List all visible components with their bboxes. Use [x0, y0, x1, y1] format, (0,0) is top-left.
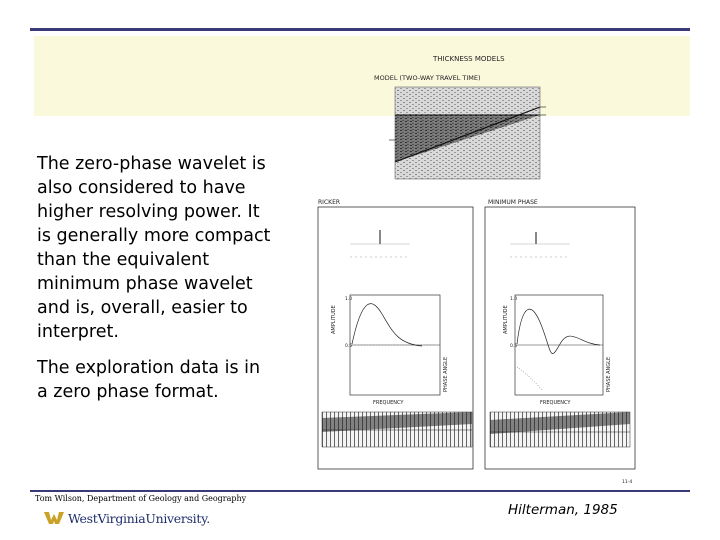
- flying-wv-icon: [44, 511, 64, 525]
- minimum-phase-phase-label: PHASE ANGLE: [606, 356, 612, 392]
- ricker-label: RICKER: [318, 199, 341, 206]
- paragraph-exploration: The exploration data is in a zero phase format.: [37, 358, 261, 402]
- wvu-logo-text: WestVirginiaUniversity.: [68, 510, 210, 526]
- figure-title: THICKNESS MODELS: [433, 55, 505, 63]
- bottom-rule: [30, 490, 690, 492]
- minimum-phase-frequency-label: FREQUENCY: [540, 400, 571, 406]
- minimum-phase-label: MINIMUM PHASE: [488, 199, 538, 206]
- figure-page-number: 11-4: [622, 480, 633, 485]
- ricker-amplitude-label: AMPLITUDE: [331, 305, 337, 334]
- ricker-phase-label: PHASE ANGLE: [443, 356, 449, 392]
- minimum-phase-axis-mid: 0.5: [510, 344, 518, 349]
- ricker-panel: [318, 207, 473, 469]
- wvu-logo: [44, 509, 210, 527]
- ricker-axis-top: 1.0: [345, 297, 353, 302]
- body-text: [37, 152, 272, 416]
- paragraph-zero-phase: The zero-phase wavelet is also considered to have higher resolving power. It is generally more compact than the equivalent minimum phase wavelet and is, overall, easier to interpret.: [37, 154, 271, 342]
- model-panel: [389, 87, 546, 179]
- ricker-frequency-label: FREQUENCY: [373, 400, 404, 406]
- model-label: MODEL (TWO-WAY TRAVEL TIME): [374, 74, 481, 82]
- top-rule: [30, 28, 690, 31]
- footer-author: Tom Wilson, Department of Geology and Geography: [35, 494, 247, 503]
- minimum-phase-panel: [485, 207, 635, 469]
- minimum-phase-amplitude-label: AMPLITUDE: [503, 305, 509, 334]
- thickness-models-figure: [310, 52, 640, 492]
- minimum-phase-axis-top: 1.0: [510, 297, 518, 302]
- citation: Hilterman, 1985: [508, 502, 618, 518]
- ricker-axis-mid: 0.5: [345, 344, 353, 349]
